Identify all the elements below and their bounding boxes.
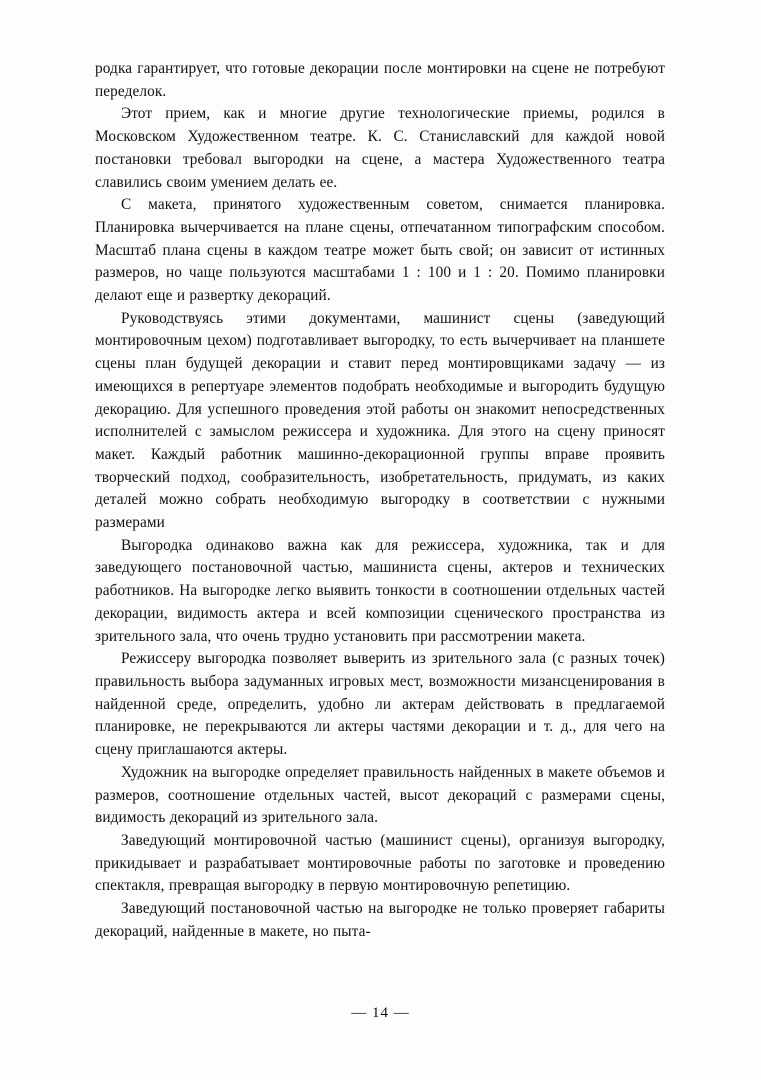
paragraph: родка гарантирует, что готовые декорации после монтировки на сцене не потребуют переделок. bbox=[95, 60, 665, 100]
body-text bbox=[95, 58, 665, 943]
paragraph: Заведующий постановочной частью на выгородке не только проверяет габариты декораций, найденные в макете, но пыта- bbox=[95, 900, 665, 940]
paragraph: Этот прием, как и многие другие технологические приемы, родился в Московском Художественном театре. К. С. Станиславский для каждой новой постановки требовал выгородки на сцене, а мастера Художественного театра славились своим умением делать ее. bbox=[95, 105, 665, 191]
paragraph: Заведующий монтировочной частью (машинист сцены), организуя выгородку, прикидывает и разрабатывает монтировочные работы по заготовке и проведению спектакля, превращая выгородку в первую монтировочную репетицию. bbox=[95, 831, 665, 895]
paragraph: С макета, принятого художественным советом, снимается планировка. Планировка вычерчивается на плане сцены, отпечатанном типографским способом. Масштаб плана сцены в каждом театре может быть свой; он зависит от истинных размеров, но чаще пользуются масштабами 1 : 100 и 1 : 20. Помимо планировки делают еще и развертку декораций. bbox=[95, 196, 665, 305]
page-number: — 14 — bbox=[351, 1005, 410, 1021]
paragraph: Руководствуясь этими документами, машинист сцены (заведующий монтировочным цехом) подготавливает выгородку, то есть вычерчивает на планшете сцены план будущей декорации и ставит перед монтировщиками задачу — из имеющихся в репертуаре элементов подобрать необходимые и выгородить будущую декорацию. Для успешного проведения этой работы он знакомит непосредственных исполнителей с замыслом режиссера и художника. Для этого на сцену приносят макет. Каждый работник машинно-декорационной группы вправе проявить творческий подход, сообразительность, изобретательность, придумать, из каких деталей можно собрать необходимую выгородку в соответствии с нужными размерами bbox=[95, 309, 665, 532]
paragraph: Художник на выгородке определяет правильность найденных в макете объемов и размеров, соотношение отдельных частей, высот декораций с размерами сцены, видимость декораций из зрительного зала. bbox=[95, 763, 665, 827]
paragraph: Режиссеру выгородка позволяет выверить из зрительного зала (с разных точек) правильность выбора задуманных игровых мест, возможности мизансценирования в найденной среде, определить, удобно ли актерам действовать в предлагаемой планировке, не перекрываются ли актеры частями декорации и т. д., для чего на сцену приглашаются актеры. bbox=[95, 650, 665, 759]
paragraph: Выгородка одинаково важна как для режиссера, художника, так и для заведующего постановочной частью, машиниста сцены, актеров и технических работников. На выгородке легко выявить тонкости в соотношении отдельных частей декорации, видимость актера и всей композиции сценического пространства из зрительного зала, что очень трудно установить при рассмотрении макета. bbox=[95, 536, 665, 645]
